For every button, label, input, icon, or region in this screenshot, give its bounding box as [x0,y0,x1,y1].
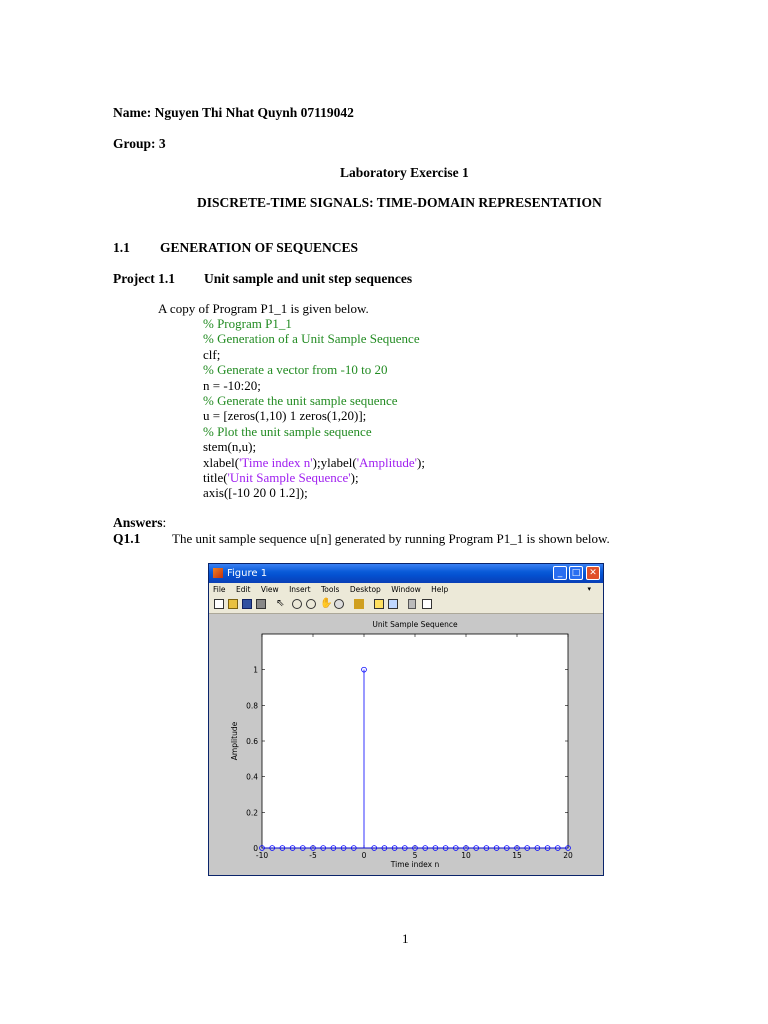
figure-titlebar [209,564,603,583]
rotate-icon[interactable] [334,599,344,609]
pan-icon[interactable]: ✋ [320,598,333,609]
menu-tools[interactable]: Tools [320,585,340,594]
menu-edit[interactable]: Edit [235,585,251,594]
save-icon[interactable] [242,599,252,609]
figure-window [208,563,604,876]
figure-canvas [209,614,603,875]
print-icon[interactable] [256,599,266,609]
y-tick-label: 0.6 [246,737,258,746]
lab-subtitle: DISCRETE-TIME SIGNALS: TIME-DOMAIN REPRESENTATION [197,195,602,210]
menu-file[interactable]: File [213,585,226,594]
section-title: GENERATION OF SEQUENCES [160,240,359,255]
code-string: 'Time index n' [239,454,313,470]
chart-title: Unit Sample Sequence [372,620,458,629]
code-line: axis([-10 20 0 1.2]); [203,485,308,501]
menu-window[interactable]: Window [391,585,421,594]
figure-menubar [209,583,603,596]
x-tick-label: -5 [309,851,317,860]
data-cursor-icon[interactable] [354,599,364,609]
menu-insert[interactable]: Insert [289,585,311,594]
figure-toolbar [209,596,603,614]
hide-plot-tools-icon[interactable] [408,599,416,609]
y-tick-label: 0.8 [246,701,258,711]
student-name-line: Name: Nguyen Thi Nhat Quynh 07119042 [113,105,354,120]
menu-overflow-icon[interactable]: ▾ [587,585,591,593]
matlab-logo-icon [213,568,223,578]
code-string: 'Amplitude' [356,454,417,470]
x-tick-label: 15 [512,851,522,860]
x-tick-label: 10 [461,851,471,860]
menu-help[interactable]: Help [431,585,449,594]
x-tick-label: 0 [361,851,367,860]
y-tick-label: 0.4 [246,772,258,782]
code-line: stem(n,u); [203,439,257,455]
lab-title: Laboratory Exercise 1 [340,165,469,180]
code-token: title( [203,470,228,486]
y-tick-label: 1 [253,665,258,675]
menu-desktop[interactable]: Desktop [349,585,381,594]
y-tick-label: 0 [253,844,258,853]
y-axis-label: Amplitude [230,721,239,761]
pointer-icon[interactable]: ⇖ [276,598,285,609]
zoom-in-icon[interactable] [292,599,302,609]
figure-title: Figure 1 [227,568,268,579]
code-comment: % Generation of a Unit Sample Sequence [203,331,420,347]
page-number: 1 [402,931,409,946]
new-figure-icon[interactable] [214,599,224,609]
code-line: u = [zeros(1,10) 1 zeros(1,20)]; [203,408,367,424]
code-comment: % Program P1_1 [203,316,292,331]
colorbar-icon[interactable] [374,599,384,609]
code-comment: % Generate a vector from -10 to 20 [203,362,388,378]
stem-plot [209,614,603,875]
answers-colon: : [162,515,167,530]
code-listing [203,316,425,501]
menu-view[interactable]: View [260,585,279,594]
code-token: ); [350,470,359,486]
intro-text: A copy of Program P1_1 is given below. [158,301,369,316]
show-plot-tools-icon[interactable] [422,599,432,609]
answers-heading: Answers [113,515,163,530]
zoom-out-icon[interactable] [306,599,316,609]
answers-label [113,515,166,531]
close-button[interactable]: ✕ [586,566,600,580]
code-line: clf; [203,346,221,362]
x-tick-label: 20 [563,851,573,860]
y-tick-label: 0.2 [246,808,258,818]
axes-box [262,634,568,848]
x-tick-label: 5 [412,851,418,860]
x-tick-label: -10 [255,851,269,860]
code-string: 'Unit Sample Sequence' [227,470,351,486]
legend-icon[interactable] [388,599,398,609]
section-number: 1.1 [113,240,130,255]
question-text: The unit sample sequence u[n] generated by running Program P1_1 is shown below. [172,531,610,546]
code-comment: % Plot the unit sample sequence [203,423,372,439]
open-file-icon[interactable] [228,599,238,609]
maximize-button[interactable]: □ [569,566,583,580]
minimize-button[interactable]: _ [553,566,567,580]
code-line [203,455,425,470]
question-number: Q1.1 [113,531,141,546]
code-token: );ylabel( [312,454,357,470]
code-comment: % Generate the unit sample sequence [203,393,398,409]
project-title: Unit sample and unit step sequences [204,271,413,286]
code-token: ); [416,454,425,470]
code-line: n = -10:20; [203,377,261,393]
group-line: Group: 3 [113,136,166,151]
code-token: xlabel( [203,454,240,470]
code-line [203,470,425,485]
x-axis-label: Time index n [390,860,440,869]
project-number: Project 1.1 [113,271,175,286]
